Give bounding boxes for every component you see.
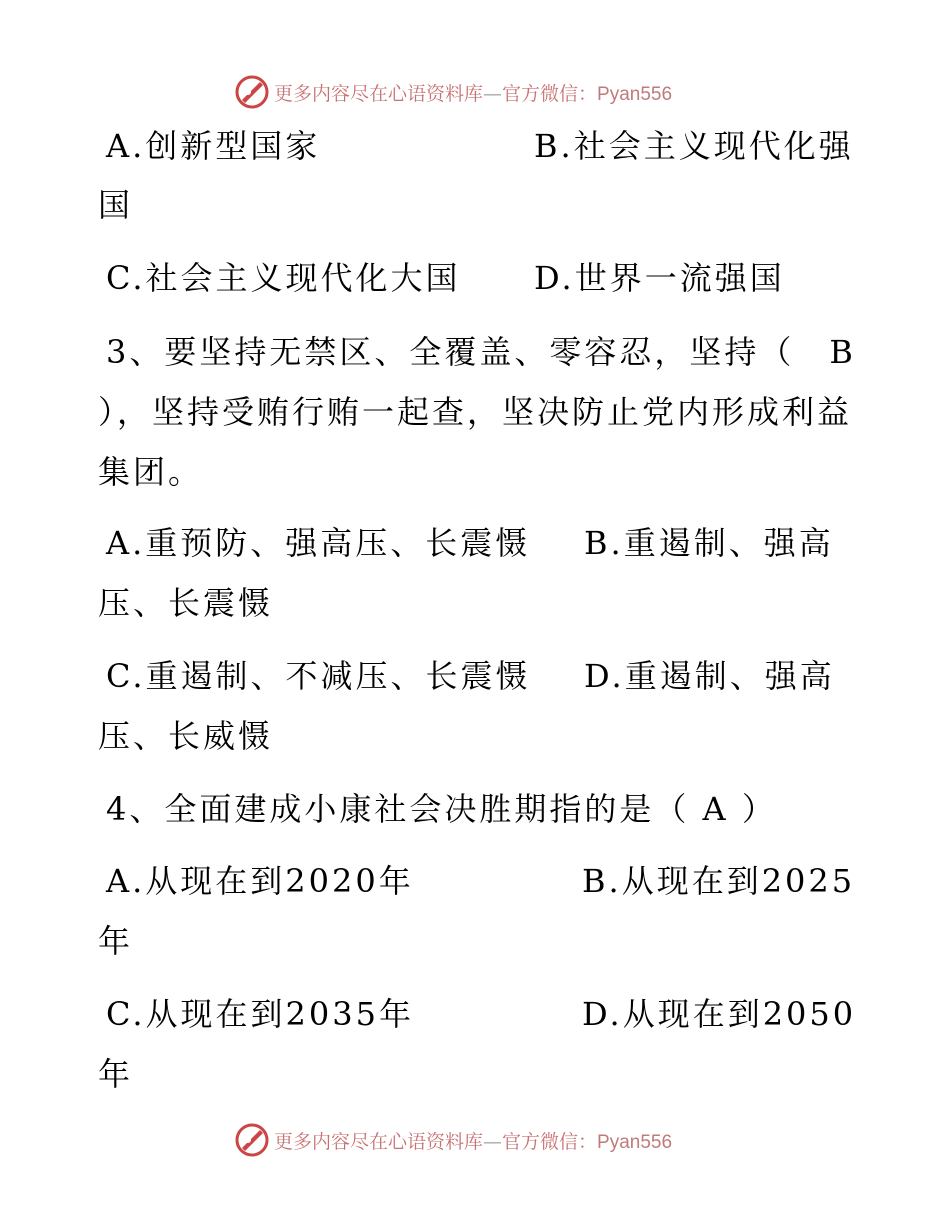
- option-3b: B.重遏制、强高: [584, 524, 834, 562]
- option-3d: D.重遏制、强高: [584, 657, 835, 695]
- option-4c: C.从现在到2035年: [106, 995, 414, 1033]
- banner-text: 更多内容尽在心语资料库: [274, 82, 484, 105]
- header-banner: [234, 72, 672, 112]
- question-3-line-1: 3、要坚持无禁区、全覆盖、零容忍，坚持（ B: [106, 333, 856, 371]
- banner-wechat: Pyan556: [597, 83, 673, 105]
- option-3d-wrap: 压、长威慑: [98, 717, 274, 755]
- option-4b-wrap: 年: [98, 922, 134, 960]
- footer-banner: [234, 1120, 672, 1160]
- question-4: 4、全面建成小康社会决胜期指的是（ A ）: [106, 790, 777, 828]
- option-2c: C.社会主义现代化大国: [106, 259, 461, 297]
- question-3-line-2: ），坚持受贿行贿一起查，坚决防止党内形成利益: [98, 393, 853, 431]
- question-3-line-3: 集团。: [98, 453, 204, 491]
- option-4d: D.从现在到2050: [582, 995, 857, 1033]
- pen-logo-icon: [234, 74, 270, 110]
- banner-label: 官方微信：: [502, 1130, 598, 1153]
- option-4a: A.从现在到2020年: [106, 862, 414, 900]
- option-3c: C.重遏制、不减压、长震慑: [106, 657, 531, 695]
- banner-text: 更多内容尽在心语资料库: [274, 1130, 484, 1153]
- option-3b-wrap: 压、长震慑: [98, 584, 274, 622]
- banner-wechat: Pyan556: [597, 1131, 673, 1153]
- option-2d: D.世界一流强国: [534, 259, 785, 297]
- option-2b: B.社会主义现代化强: [534, 127, 854, 165]
- option-3a: A.重预防、强高压、长震慑: [106, 524, 531, 562]
- option-4d-wrap: 年: [98, 1055, 134, 1093]
- pen-logo-icon: [234, 1122, 270, 1158]
- banner-dash: —: [483, 82, 503, 105]
- option-2a: A.创新型国家: [106, 127, 321, 165]
- banner-label: 官方微信：: [502, 82, 598, 105]
- banner-dash: —: [483, 1130, 503, 1153]
- option-2b-wrap: 国: [98, 186, 134, 224]
- option-4b: B.从现在到2025: [582, 862, 856, 900]
